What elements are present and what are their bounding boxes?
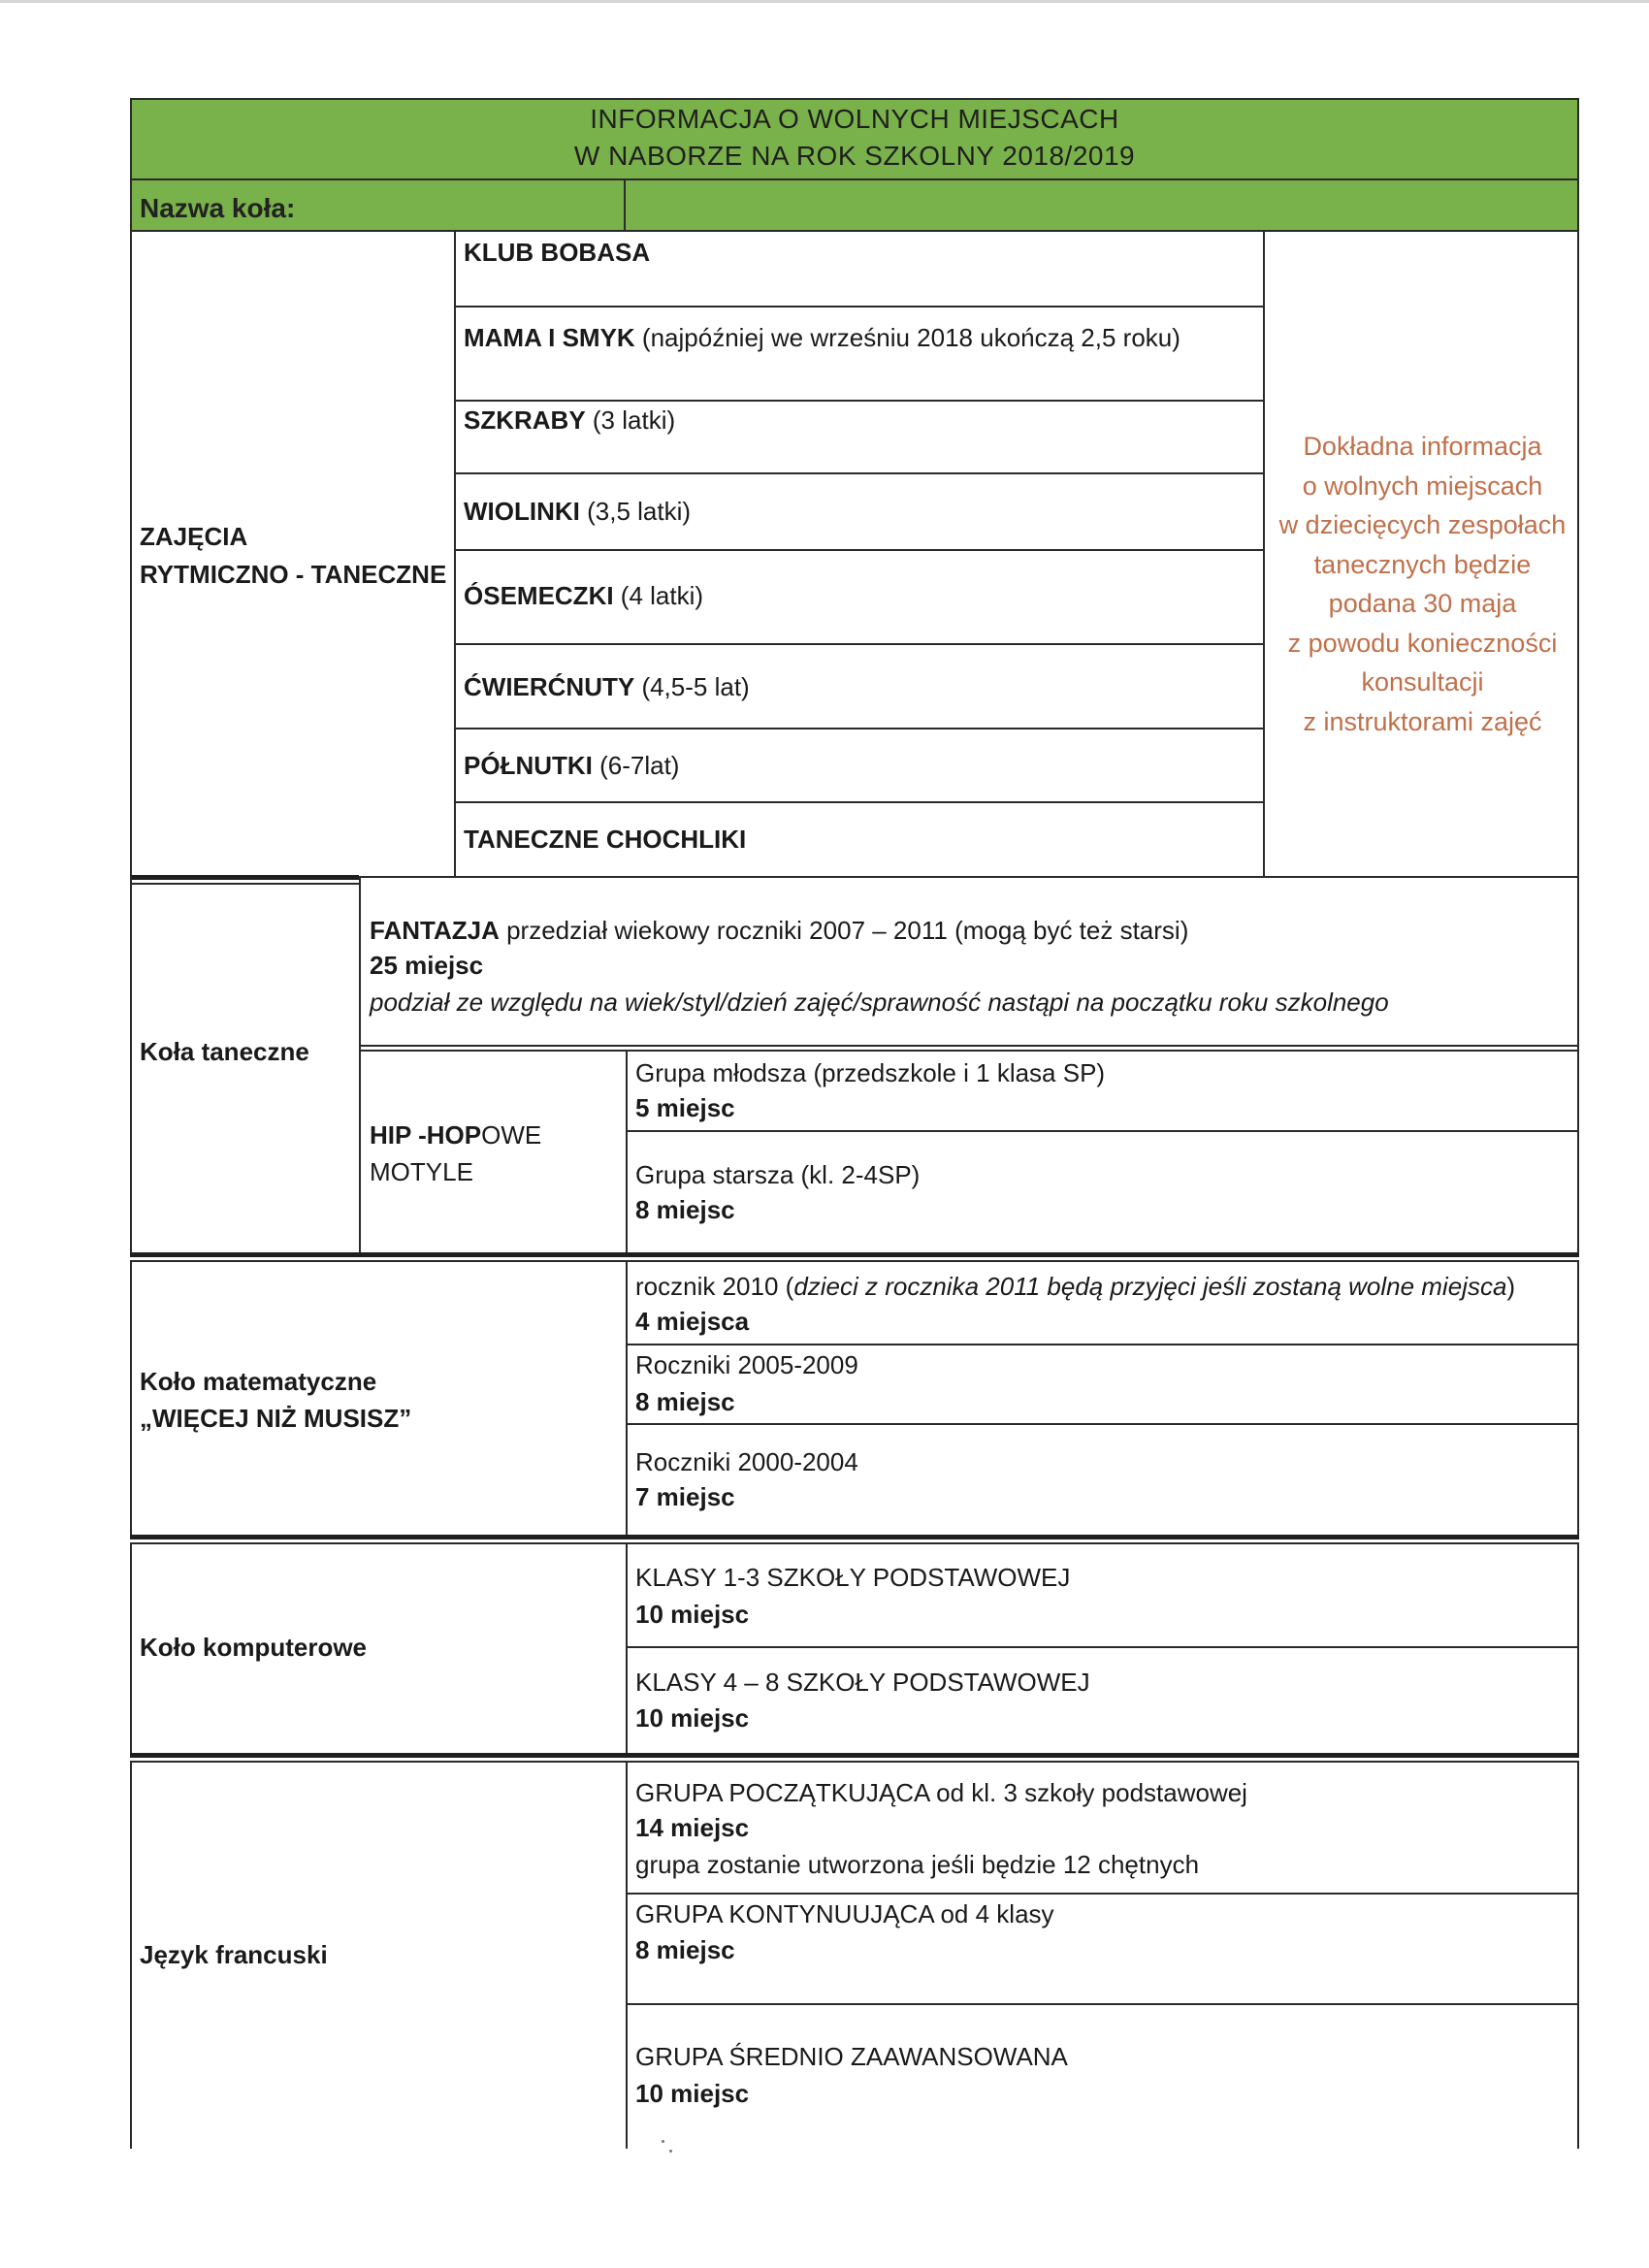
- row-divider: [359, 1050, 1579, 1052]
- row-divider: [454, 549, 1265, 551]
- hiphop-name-line2: MOTYLE: [370, 1157, 473, 1186]
- s5-col-divider: [626, 1761, 628, 2149]
- math-row-2005-2009-places: 8 miejsc: [635, 1387, 735, 1416]
- note-line: konsultacji: [1361, 667, 1484, 697]
- hiphop-older-places: 8 miejsc: [635, 1195, 735, 1224]
- s2-right-border: [1577, 876, 1579, 1254]
- s5-right-border: [1577, 1761, 1579, 2149]
- section-separator: [130, 1761, 1579, 1763]
- s2-col-divider: [359, 876, 361, 1254]
- section-separator: [130, 1252, 1579, 1257]
- note-line: w dziecięcych zespołach: [1278, 510, 1567, 539]
- section-separator: [130, 1753, 1579, 1758]
- group-name: ĆWIERĆNUTY: [464, 672, 635, 701]
- fr-row-beginner: GRUPA POCZĄTKUJĄCA od kl. 3 szkoły podstawowej: [635, 1778, 1247, 1807]
- math-row-2005-2009: Roczniki 2005-2009: [635, 1350, 858, 1379]
- fr-row-beginner-places: 14 miejsc: [635, 1813, 750, 1842]
- section-label-kola-taneczne: Koła taneczne: [140, 1037, 309, 1066]
- section-label-matematyczne: [140, 1363, 411, 1437]
- comp-row-4-8: KLASY 4 – 8 SZKOŁY PODSTAWOWEJ: [635, 1668, 1090, 1697]
- row-divider: [454, 728, 1265, 729]
- note-line: z instruktorami zajęć: [1303, 706, 1542, 736]
- group-mama-i-smyk: [464, 320, 1180, 356]
- fr-row-intermediate: GRUPA ŚREDNIO ZAAWANSOWANA: [635, 2042, 1068, 2071]
- hiphop-col-divider: [626, 1050, 628, 1254]
- title-line-1: INFORMACJA O WOLNYCH MIEJSCACH: [590, 104, 1119, 134]
- row-divider: [626, 1893, 1579, 1895]
- hiphop-younger-places: 5 miejsc: [635, 1093, 735, 1122]
- comp-row-4-8-places: 10 miejsc: [635, 1703, 750, 1733]
- s2-left-border: [130, 876, 132, 1254]
- group-klub-bobasa: [464, 235, 650, 271]
- row-divider: [626, 1646, 1579, 1648]
- fr-row-beginner-note: grupa zostanie utworzona jeśli będzie 12 chętnych: [635, 1850, 1200, 1879]
- group-name: WIOLINKI: [464, 497, 580, 526]
- s1-col-divider: [454, 232, 456, 877]
- row-text: rocznik 2010 (: [635, 1272, 794, 1301]
- group-name: FANTAZJA: [370, 916, 500, 945]
- row-text-end: ): [1506, 1272, 1516, 1301]
- group-taneczne-chochliki: [464, 822, 746, 858]
- s1-left-border: [130, 232, 132, 877]
- note-line: o wolnych miejscach: [1302, 470, 1543, 501]
- section-separator: [130, 883, 359, 885]
- scan-speck: [662, 2140, 664, 2143]
- note-line: tanecznych będzie: [1313, 549, 1532, 579]
- group-detail: (3 latki): [585, 405, 676, 435]
- group-osemeczki: [464, 578, 703, 614]
- label-line: „WIĘCEJ NIŻ MUSISZ”: [140, 1404, 412, 1433]
- row-divider: [626, 1423, 1579, 1425]
- math-row-2010: [635, 1269, 1515, 1305]
- row-divider: [454, 306, 1265, 308]
- label-line: Koło matematyczne: [140, 1367, 377, 1396]
- group-name: TANECZNE CHOCHLIKI: [464, 825, 747, 854]
- fantazja-note: podział ze względu na wiek/styl/dzień zajęć/sprawność nastąpi na początku roku szkolnego: [370, 988, 1389, 1017]
- group-detail: (6-7lat): [592, 751, 680, 780]
- fantazja-title: [370, 913, 1188, 949]
- row-note: dzieci z rocznika 2011 będą przyjęci jeśli zostaną wolne miejsca: [793, 1272, 1507, 1301]
- group-name: ÓSEMECZKI: [464, 581, 614, 610]
- label-line: RYTMICZNO - TANECZNE: [140, 560, 447, 589]
- fantazja-places: 25 miejsc: [370, 951, 484, 980]
- group-polnutki: [464, 748, 679, 784]
- math-row-2000-2004-places: 7 miejsc: [635, 1482, 735, 1511]
- comp-row-1-3-places: 10 miejsc: [635, 1600, 750, 1629]
- s4-col-divider: [626, 1542, 628, 1755]
- group-cwiercnuty: [464, 669, 750, 705]
- row-divider: [454, 643, 1265, 645]
- fr-row-continuing-places: 8 miejsc: [635, 1935, 735, 1964]
- club-name-value: [626, 180, 1577, 230]
- hiphop-name-rest: OWE: [481, 1120, 542, 1150]
- group-szkraby: [464, 403, 675, 438]
- comp-row-1-3: KLASY 1-3 SZKOŁY PODSTAWOWEJ: [635, 1563, 1071, 1592]
- group-name: KLUB BOBASA: [464, 238, 651, 267]
- row-divider: [626, 1130, 1579, 1132]
- row-divider: [626, 2003, 1579, 2005]
- row-divider: [454, 801, 1265, 803]
- hiphop-name: [370, 1117, 541, 1190]
- group-detail: (4 latki): [613, 581, 704, 610]
- group-detail: (3,5 latki): [579, 497, 692, 526]
- section-label-francuski: Język francuski: [140, 1940, 328, 1969]
- fr-row-intermediate-places: 10 miejsc: [635, 2079, 750, 2108]
- group-detail: (najpóźniej we wrześniu 2018 ukończą 2,5 roku): [634, 323, 1180, 352]
- row-divider: [359, 1045, 1579, 1047]
- row-divider: [626, 1344, 1579, 1345]
- s4-right-border: [1577, 1542, 1579, 1755]
- group-wiolinki: [464, 494, 691, 530]
- note-line: z powodu konieczności: [1287, 628, 1558, 658]
- hiphop-group-younger: Grupa młodsza (przedszkole i 1 klasa SP): [635, 1058, 1106, 1087]
- group-name: SZKRABY: [464, 405, 586, 435]
- section-label-rytmiczne: [140, 518, 446, 594]
- s5-left-border: [130, 1761, 132, 2149]
- section-separator: [130, 1535, 1579, 1539]
- note-line: podana 30 maja: [1328, 589, 1517, 618]
- group-detail: (4,5-5 lat): [634, 672, 750, 701]
- section-separator: [130, 875, 359, 880]
- scan-speck: [669, 2150, 672, 2153]
- group-detail: przedział wiekowy roczniki 2007 – 2011 (mogą być też starsi): [499, 916, 1189, 945]
- section-separator: [359, 876, 1579, 878]
- hiphop-group-older: Grupa starsza (kl. 2-4SP): [635, 1160, 921, 1189]
- section-separator: [130, 1542, 1579, 1544]
- club-name-label: Nazwa koła:: [140, 193, 296, 223]
- scan-top-edge: [0, 0, 1649, 3]
- row-divider: [454, 400, 1265, 402]
- s3-col-divider: [626, 1260, 628, 1537]
- row-divider: [454, 472, 1265, 474]
- group-name: MAMA I SMYK: [464, 323, 635, 352]
- s4-left-border: [130, 1542, 132, 1755]
- s3-right-border: [1577, 1260, 1579, 1537]
- fr-row-continuing: GRUPA KONTYNUUJĄCA od 4 klasy: [635, 1899, 1054, 1928]
- s3-left-border: [130, 1260, 132, 1537]
- hiphop-name-bold: HIP -HOP: [370, 1120, 482, 1150]
- math-row-2000-2004: Roczniki 2000-2004: [635, 1447, 858, 1476]
- document-title: [130, 101, 1579, 175]
- section-separator: [130, 1260, 1579, 1262]
- group-name: PÓŁNUTKI: [464, 751, 593, 780]
- availability-note: [1264, 427, 1581, 741]
- math-row-2010-places: 4 miejsca: [635, 1307, 750, 1336]
- label-line: ZAJĘCIA: [140, 522, 248, 551]
- note-line: Dokładna informacja: [1303, 432, 1542, 461]
- title-line-2: W NABORZE NA ROK SZKOLNY 2018/2019: [573, 141, 1136, 171]
- section-label-komputerowe: Koło komputerowe: [140, 1633, 368, 1662]
